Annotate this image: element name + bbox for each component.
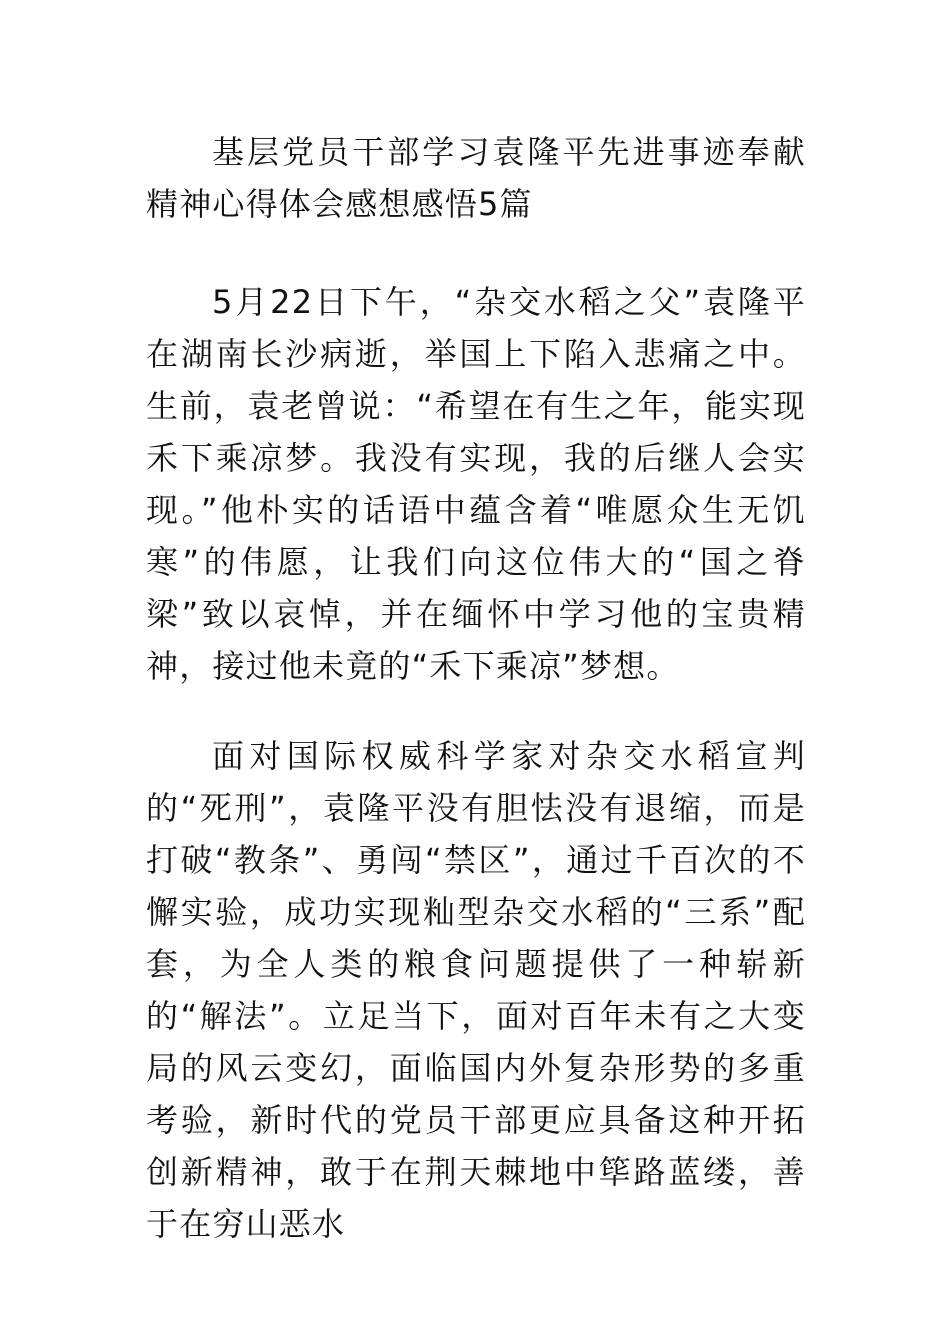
paragraph-2: 面对国际权威科学家对杂交水稻宣判的“死刑”，袁隆平没有胆怯没有退缩，而是打破“教条”、勇闯“禁区”，通过千百次的不懈实验，成功实现籼型杂交水稻的“三系”配套，为全人类的粮食问题提供了一种崭新的“解法”。立足当下，面对百年未有之大变局的风云变幻，面临国内外复杂形势的多重考验，新时代的党员干部更应具备这种开拓创新精神，敢于在荆天棘地中筚路蓝缕，善于在穷山恶水	[146, 737, 806, 1243]
paragraph-1: 5月22日下午，“杂交水稻之父”袁隆平在湖南长沙病逝，举国上下陷入悲痛之中。生前，袁老曾说：“希望在有生之年，能实现禾下乘凉梦。我没有实现，我的后继人会实现。”他朴实的话语中蕴含着“唯愿众生无饥寒”的伟愿，让我们向这位伟大的“国之脊梁”致以哀悼，并在缅怀中学习他的宝贵精神，接过他未竟的“禾下乘凉”梦想。	[146, 283, 806, 685]
document-title: 基层党员干部学习袁隆平先进事迹奉献精神心得体会感想感悟5篇	[146, 133, 806, 223]
